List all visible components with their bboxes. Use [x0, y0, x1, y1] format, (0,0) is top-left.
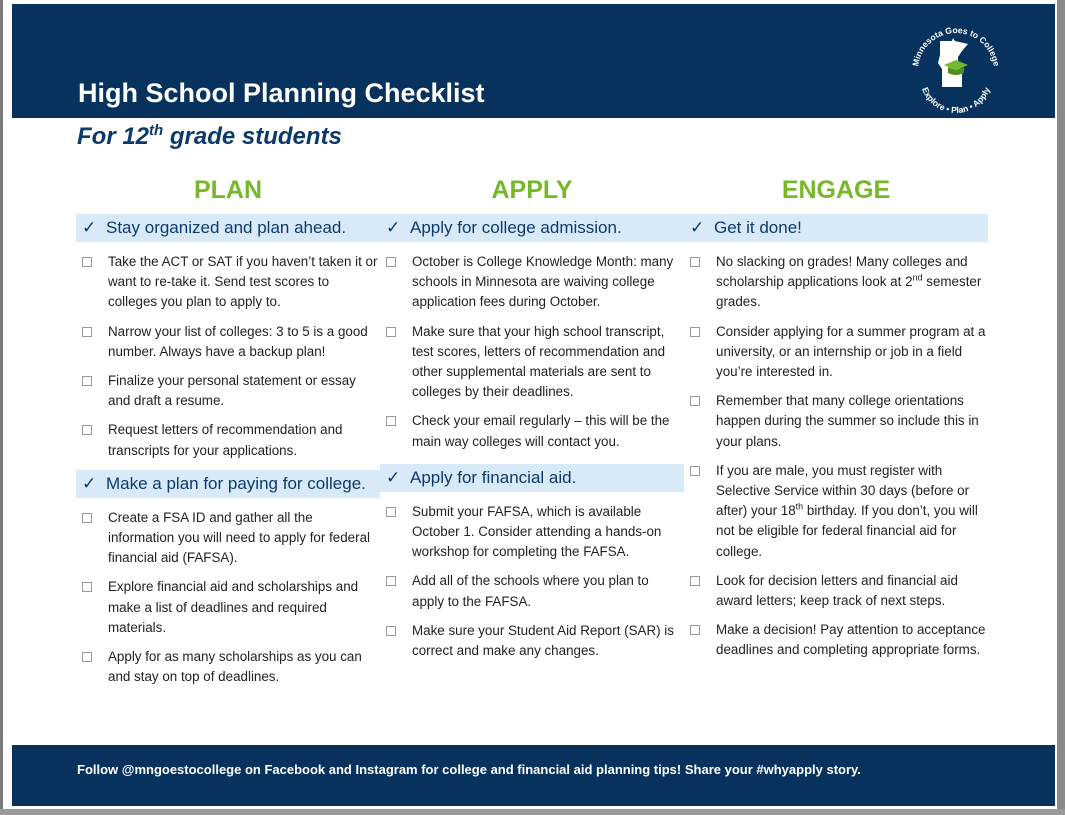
checkbox[interactable] [82, 425, 92, 435]
minnesota-goes-to-college-logo [896, 11, 1014, 115]
section-title: Stay organized and plan ahead. [106, 218, 347, 237]
page-subtitle: For 12th grade students [77, 122, 342, 150]
checkbox[interactable] [82, 652, 92, 662]
logo-bottom-text: Explore • Plan • Apply [920, 85, 992, 115]
checklist-item-text: Make a decision! Pay attention to acceptance deadlines and completing appropriate forms. [716, 622, 986, 658]
checklist-item-text: If you are male, you must register with Selective Service within 30 days (before or after) your 18th birthday. If you don’t, you will not be eligible for federal financial aid for college. [716, 462, 978, 559]
checklist-item-text: Submit your FAFSA, which is available October 1. Consider attending a hands-on workshop for completing the FAFSA. [412, 503, 662, 560]
window-edge-right [1057, 0, 1065, 815]
checklist-item [380, 502, 684, 563]
checklist-item [76, 371, 380, 411]
checklist-item-text: Make sure your Student Aid Report (SAR) is correct and make any changes. [412, 622, 674, 659]
checklist-item-text: Check your email regularly – this will be the main way colleges will contact you. [412, 413, 670, 449]
checkmark-icon: ✓ [386, 218, 401, 237]
apply-heading: APPLY [491, 176, 573, 204]
page-title: High School Planning Checklist [78, 78, 485, 108]
checklist-item-text: Remember that many college orientations happen during the summer so include this in your plans. [716, 393, 979, 449]
checklist-item [76, 322, 380, 362]
engage-column [684, 176, 988, 670]
checkbox[interactable] [690, 466, 700, 476]
checklist-item [684, 252, 988, 313]
checklist-item [684, 620, 988, 660]
checklist-item-text: Take the ACT or SAT if you haven’t taken it or want to re-take it. Send test scores to colleges you plan to apply to. [108, 254, 378, 310]
checklist-item [76, 252, 380, 313]
checkbox[interactable] [690, 257, 700, 267]
checkbox[interactable] [386, 327, 396, 337]
checklist-item [380, 252, 684, 313]
apply-column [380, 176, 684, 670]
section-band [380, 214, 684, 242]
checklist-item [684, 571, 988, 611]
checkbox[interactable] [386, 507, 396, 517]
checkbox[interactable] [690, 576, 700, 586]
section-title: Get it done! [714, 218, 802, 237]
checklist-item [76, 420, 380, 460]
checkbox[interactable] [386, 257, 396, 267]
checklist-item [76, 508, 380, 569]
section-title: Apply for financial aid. [410, 467, 577, 487]
checkbox[interactable] [386, 416, 396, 426]
window-edge-bottom [0, 809, 1065, 815]
checklist-item-text: Create a FSA ID and gather all the information you will need to apply for federal financial aid (FAFSA). [108, 509, 371, 566]
header-banner [12, 4, 1055, 118]
checklist-item [684, 461, 988, 562]
footer-text: Follow @mngoestocollege on Facebook and Instagram for college and financial aid planning tips! Share your #whyapply story. [77, 762, 861, 777]
checklist-item-text: Look for decision letters and financial aid award letters; keep track of next steps. [716, 572, 958, 609]
logo-top-text: Minnesota Goes to College [910, 24, 1002, 68]
checkbox[interactable] [82, 257, 92, 267]
checkmark-icon: ✓ [386, 467, 401, 487]
checklist-item-text: October is College Knowledge Month: many schools in Minnesota are waiving college application fees during October. [412, 254, 674, 310]
checklist-item-text: Consider applying for a summer program at a university, or an internship or job in a field you’re interested in. [716, 323, 986, 380]
checkmark-icon: ✓ [82, 218, 97, 237]
section-band [76, 214, 380, 242]
checklist-item-text: Make sure that your high school transcript, test scores, letters of recommendation and other supplemental materials are sent to colleges by their deadlines. [412, 323, 666, 400]
checklist-item-text: No slacking on grades! Many colleges and scholarship applications look at 2nd semester grades. [716, 254, 982, 310]
checkbox[interactable] [82, 327, 92, 337]
window-edge-left [0, 0, 3, 815]
checklist-item-text: Apply for as many scholarships as you can and stay on top of deadlines. [108, 649, 362, 685]
section-band [684, 214, 988, 242]
section-band [76, 470, 380, 498]
plan-column [76, 176, 380, 696]
checkmark-icon: ✓ [82, 473, 97, 493]
section-title: Make a plan for paying for college. [106, 473, 366, 493]
checklist-item [684, 391, 988, 452]
checkbox[interactable] [690, 327, 700, 337]
checklist-item [684, 322, 988, 383]
plan-heading: PLAN [193, 176, 263, 204]
section-band [380, 464, 684, 492]
checklist-item [380, 621, 684, 661]
footer-banner [12, 745, 1055, 806]
checklist-item [380, 571, 684, 611]
engage-heading: ENGAGE [781, 176, 891, 204]
checklist-item [380, 322, 684, 403]
checkbox[interactable] [82, 513, 92, 523]
checklist-item-text: Explore financial aid and scholarships and make a list of deadlines and required materials. [108, 579, 359, 635]
checkbox[interactable] [690, 625, 700, 635]
checklist-item-text: Add all of the schools where you plan to apply to the FAFSA. [412, 573, 649, 609]
checklist-item-text: Finalize your personal statement or essay and draft a resume. [108, 373, 356, 409]
checklist-item [76, 577, 380, 638]
checkbox[interactable] [386, 626, 396, 636]
checkbox[interactable] [690, 396, 700, 406]
checkmark-icon: ✓ [690, 218, 705, 237]
checkbox[interactable] [82, 582, 92, 592]
checkbox[interactable] [386, 576, 396, 586]
checklist-item [380, 411, 684, 451]
checkbox[interactable] [82, 376, 92, 386]
minnesota-graduation-cap-icon [938, 38, 968, 87]
section-title: Apply for college admission. [410, 218, 622, 237]
checklist-item [76, 647, 380, 687]
checklist-item-text: Request letters of recommendation and transcripts for your applications. [108, 422, 343, 458]
checklist-item-text: Narrow your list of colleges: 3 to 5 is a good number. Always have a backup plan! [108, 323, 368, 359]
